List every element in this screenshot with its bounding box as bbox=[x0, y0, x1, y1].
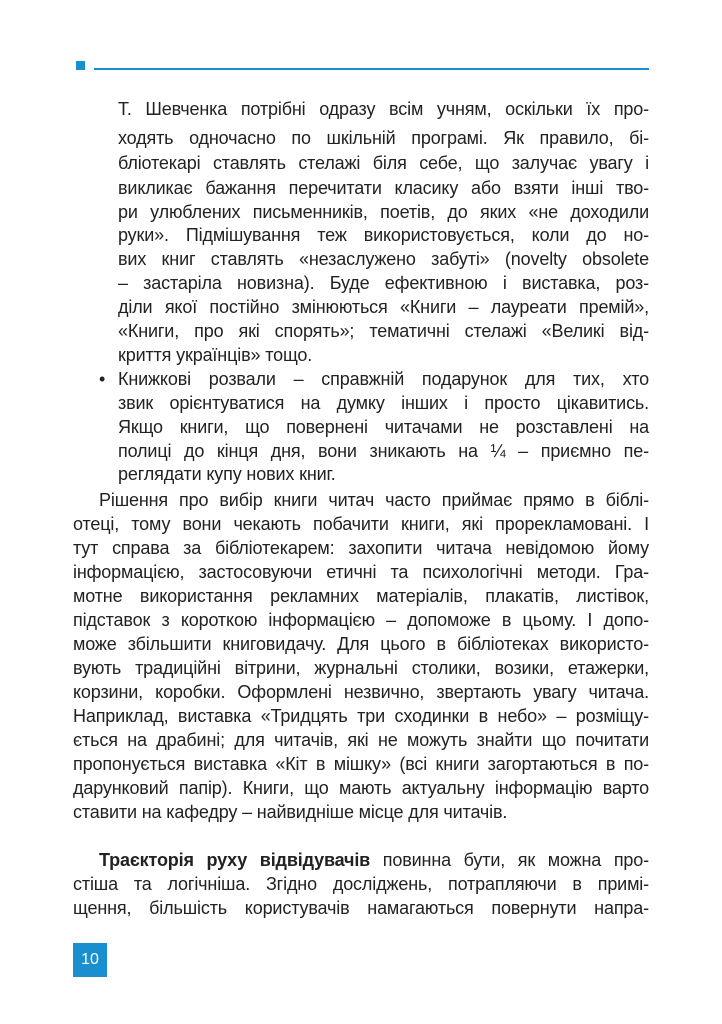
paragraph2-line: корзини, коробки. Оформлені незвично, звертають увагу читача. bbox=[73, 682, 649, 702]
paragraph1-line: бліотекарі ставлять стелажі біля себе, що залучає увагу і bbox=[118, 153, 649, 173]
paragraph1-line: ходять одночасно по шкільній програмі. Як правило, бі- bbox=[118, 128, 649, 148]
bullet-line: Книжкові розвали – справжній подарунок для тих, хто bbox=[118, 369, 649, 389]
paragraph2-line: отеці, тому вони чекають побачити книги, які прорекламовані. І bbox=[73, 514, 649, 534]
paragraph2-line: тут справа за бібліотекарем: захопити читача невідомою йому bbox=[73, 538, 649, 558]
paragraph2-line: пропонується виставка «Кіт в мішку» (всі книги загортаються в по- bbox=[73, 754, 649, 774]
paragraph3-line bbox=[99, 849, 649, 871]
paragraph3-bold-lead: Траєкторія руху відвідувачів bbox=[99, 850, 371, 870]
paragraph2-line: Наприклад, виставка «Тридцять три сходинки в небо» – розміщу- bbox=[73, 706, 649, 726]
paragraph1-line: – застаріла новизна). Буде ефективною і виставка, роз- bbox=[118, 273, 649, 293]
paragraph3-line1-rest: повинна бути, як можна про- bbox=[370, 850, 649, 870]
paragraph2-line: Рішення про вибір книги читач часто приймає прямо в біблі- bbox=[99, 490, 649, 510]
page-number: 10 bbox=[73, 943, 107, 977]
paragraph2-line: вують традиційні вітрини, журнальні столики, возики, етажерки, bbox=[73, 658, 649, 678]
paragraph1-line: викликає бажання перечитати класику або взяти інші тво- bbox=[118, 178, 649, 198]
paragraph2-line: ється на драбині; для читачів, які не можуть знайти що почитати bbox=[73, 730, 649, 750]
bullet-line: реглядати купу нових книг. bbox=[118, 464, 336, 484]
bullet-marker: • bbox=[99, 369, 106, 389]
paragraph1-line: ри улюблених письменників, поетів, до яких «не доходили bbox=[118, 202, 649, 222]
paragraph3-line: щення, більшість користувачів намагаються повернути напра- bbox=[73, 898, 649, 918]
paragraph2-line: інформацією, застосовуючи етичні та психологічні методи. Гра- bbox=[73, 562, 649, 582]
paragraph1-line: криття українців» тощо. bbox=[118, 345, 313, 365]
paragraph2-line: підставок з короткою інформацією – допоможе в цьому. І допо- bbox=[73, 610, 649, 630]
paragraph2-line: ставити на кафедру – найвидніше місце для читачів. bbox=[73, 802, 508, 822]
paragraph2-line: дарунковий папір). Книги, що мають актуальну інформацію варто bbox=[73, 778, 649, 798]
paragraph2-line: може збільшити книговидачу. Для цього в бібліотеках використо- bbox=[73, 634, 649, 654]
paragraph2-line: мотне використання рекламних матеріалів, плакатів, листівок, bbox=[73, 586, 649, 606]
header-rule bbox=[94, 68, 649, 70]
bullet-line: звик орієнтуватися на думку інших і просто цікавитись. bbox=[118, 393, 649, 413]
paragraph1-line: руки». Підмішування теж використовується, коли до но- bbox=[118, 225, 649, 245]
bullet-line: полиці до кінця дня, вони зникають на ¼ – приємно пе- bbox=[118, 441, 649, 461]
paragraph1-line: Т. Шевченка потрібні одразу всім учням, оскільки їх про- bbox=[118, 99, 649, 119]
paragraph3-line: стіша та логічніша. Згідно досліджень, потрапляючи в примі- bbox=[73, 874, 649, 894]
paragraph1-line: вих книг ставлять «незаслужено забуті» (novelty obsolete bbox=[118, 249, 649, 269]
header-accent-square bbox=[76, 61, 85, 70]
paragraph1-line: «Книги, про які спорять»; тематичні стелажі «Великі від- bbox=[118, 321, 649, 341]
bullet-line: Якщо книги, що повернені читачами не розставлені на bbox=[118, 417, 649, 437]
paragraph1-line: діли якої постійно змінюються «Книги – лауреати премій», bbox=[118, 297, 649, 317]
